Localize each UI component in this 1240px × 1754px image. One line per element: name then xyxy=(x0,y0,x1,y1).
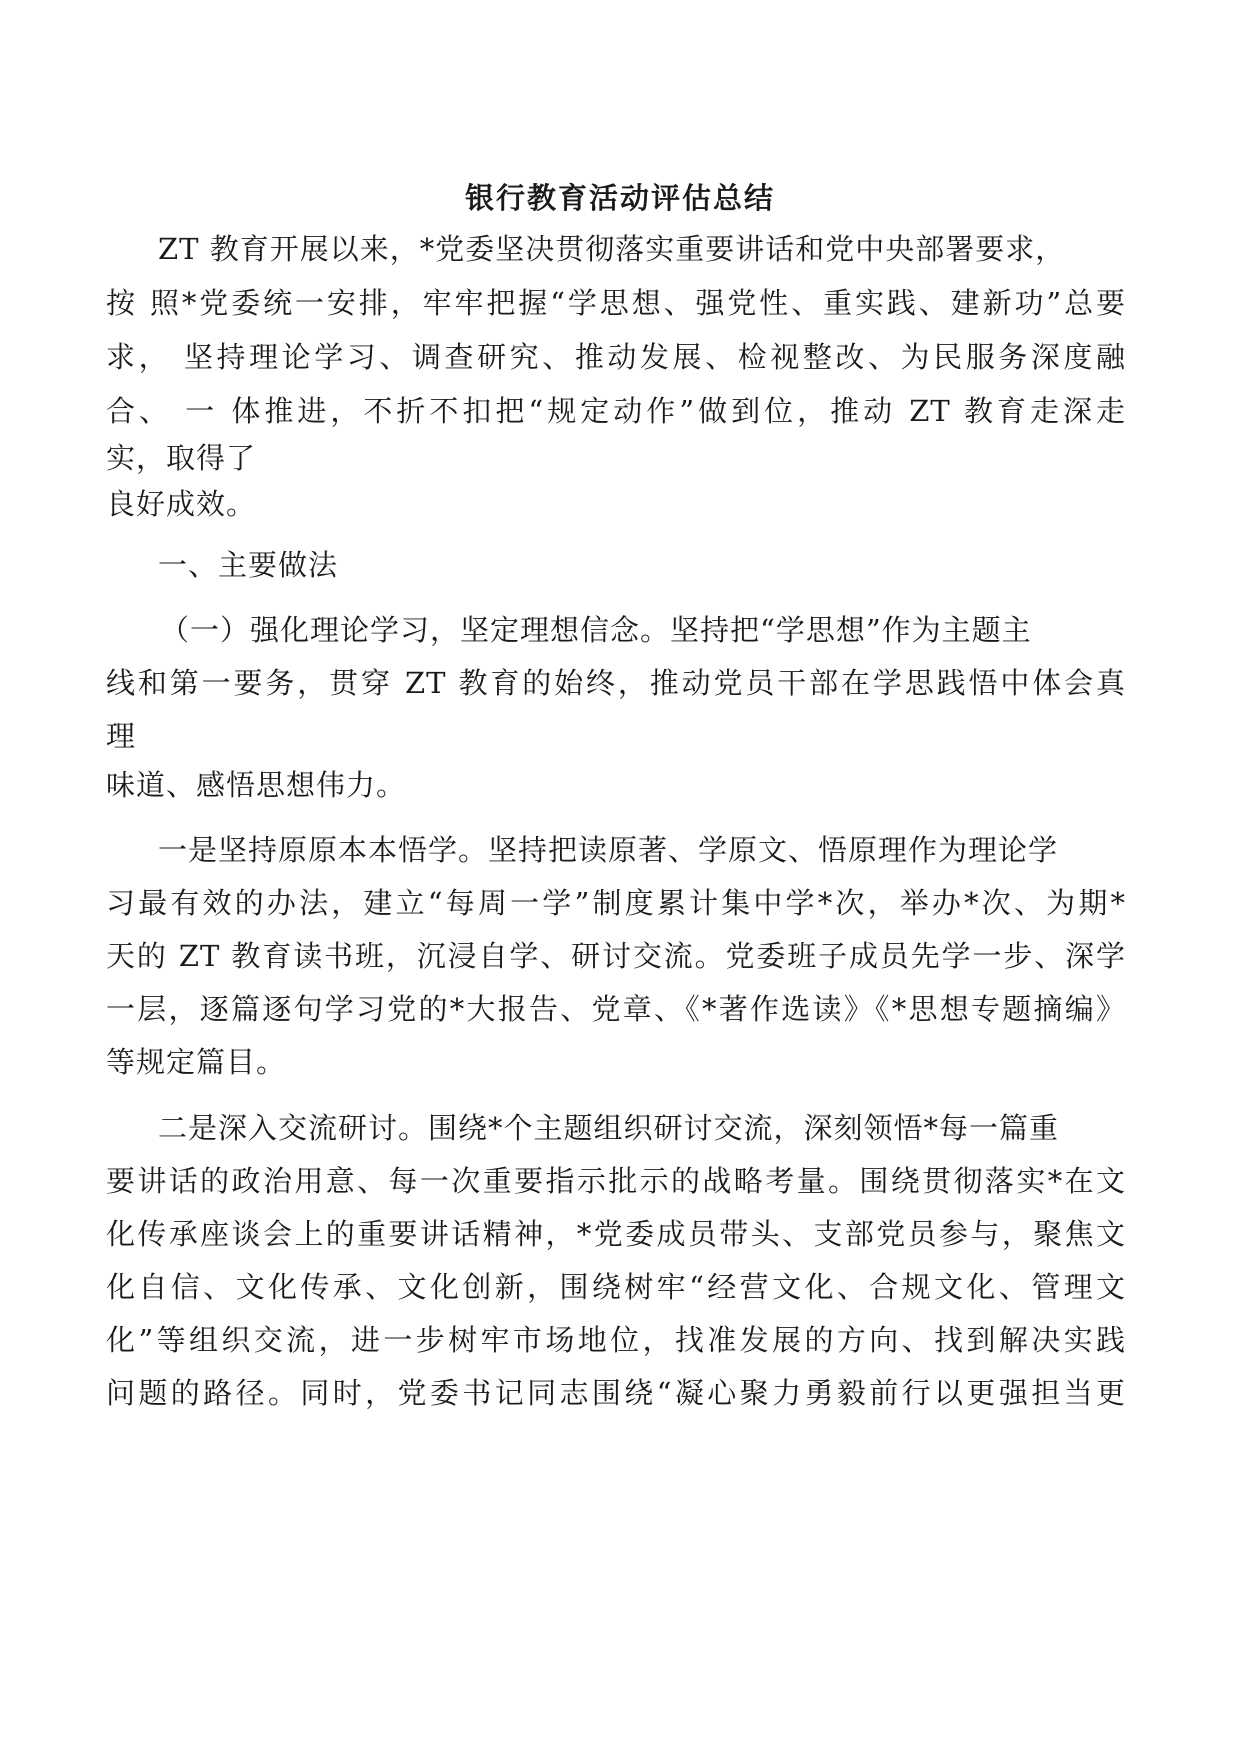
paragraph-line: 求， 坚持理论学习、调查研究、推动发展、检视整改、为民服务深度融 xyxy=(106,340,1126,374)
paragraph-line: 要讲话的政治用意、每一次重要指示批示的战略考量。围绕贯彻落实*在文 xyxy=(106,1164,1126,1198)
paragraph-line: 等规定篇目。 xyxy=(106,1045,287,1079)
paragraph-line: 化”等组织交流，进一步树牢市场地位，找准发展的方向、找到解决实践 xyxy=(106,1323,1126,1357)
section-heading: 一、主要做法 xyxy=(158,548,339,582)
paragraph-line: ZT 教育开展以来，*党委坚决贯彻落实重要讲话和党中央部署要求， xyxy=(158,232,1066,266)
paragraph-line: 按 照*党委统一安排，牢牢把握“学思想、强党性、重实践、建新功”总要 xyxy=(106,286,1126,320)
paragraph-line: 习最有效的办法，建立“每周一学”制度累计集中学*次，举办*次、为期* xyxy=(106,886,1126,920)
paragraph-line: 理 xyxy=(106,719,137,753)
paragraph-line: 一是坚持原原本本悟学。坚持把读原著、学原文、悟原理作为理论学 xyxy=(158,833,1059,867)
paragraph-line: 二是深入交流研讨。围绕*个主题组织研讨交流，深刻领悟*每一篇重 xyxy=(158,1111,1060,1145)
paragraph-line: 实，取得了 xyxy=(106,441,257,475)
paragraph-line: 化自信、文化传承、文化创新，围绕树牢“经营文化、合规文化、管理文 xyxy=(106,1270,1126,1304)
paragraph-line: （一）强化理论学习，坚定理想信念。坚持把“学思想”作为主题主 xyxy=(160,613,1032,647)
paragraph-line: 一层，逐篇逐句学习党的*大报告、党章、《*著作选读》《*思想专题摘编》 xyxy=(106,992,1126,1026)
paragraph-line: 良好成效。 xyxy=(106,487,257,521)
paragraph-line: 味道、感悟思想伟力。 xyxy=(106,768,407,802)
paragraph-line: 化传承座谈会上的重要讲话精神，*党委成员带头、支部党员参与，聚焦文 xyxy=(106,1217,1126,1251)
paragraph-line: 合、 一 体推进，不折不扣把“规定动作”做到位，推动 ZT 教育走深走 xyxy=(106,394,1126,428)
paragraph-line: 问题的路径。同时，党委书记同志围绕“凝心聚力勇毅前行以更强担当更 xyxy=(106,1376,1126,1410)
paragraph-line: 线和第一要务，贯穿 ZT 教育的始终，推动党员干部在学思践悟中体会真 xyxy=(106,666,1126,700)
document-title: 银行教育活动评估总结 xyxy=(464,181,775,215)
paragraph-line: 天的 ZT 教育读书班，沉浸自学、研讨交流。党委班子成员先学一步、深学 xyxy=(106,939,1126,973)
